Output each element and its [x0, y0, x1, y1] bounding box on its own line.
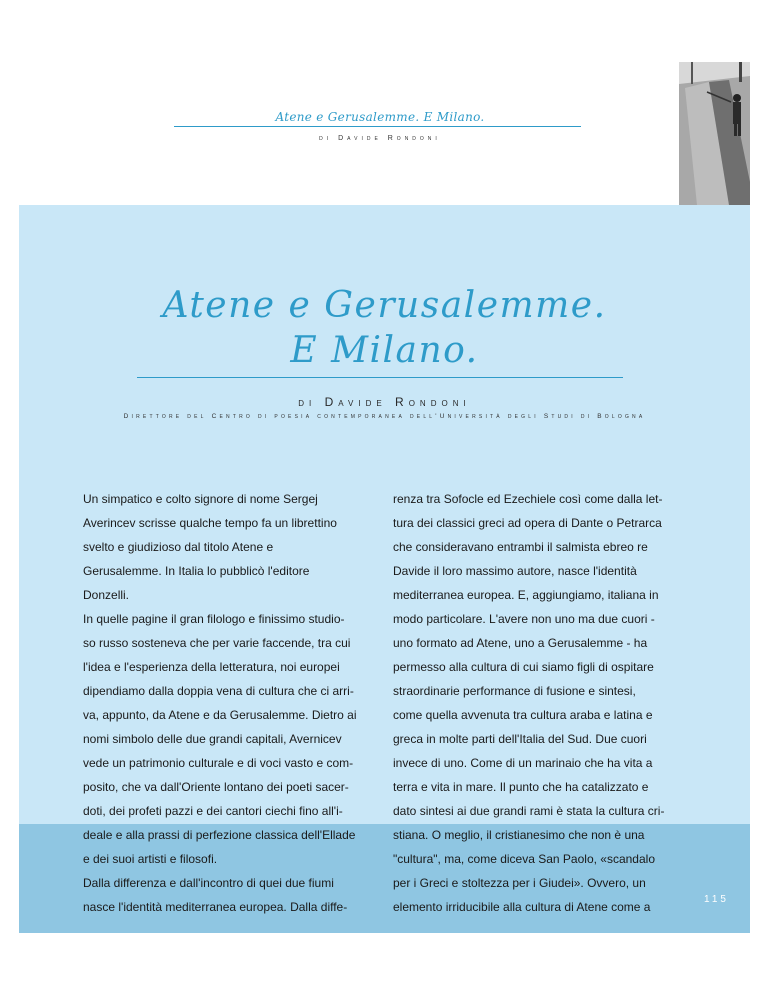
byline: di Davide Rondoni	[298, 395, 471, 409]
body-line: invece di uno. Come di un marinaio che ha vita a	[393, 756, 653, 770]
body-line: Dalla differenza e dall'incontro di quei due fiumi	[83, 876, 334, 890]
body-line: so russo sosteneva che per varie faccende, tra cui	[83, 636, 351, 650]
body-line: nomi simbolo delle due grandi capitali, Avernicev	[83, 732, 342, 746]
body-line: "cultura", ma, come diceva San Paolo, «scandalo	[393, 852, 655, 866]
body-line: Gerusalemme. In Italia lo pubblicò l'editore	[83, 564, 310, 578]
body-line: uno formato ad Atene, uno a Gerusalemme - ha	[393, 636, 648, 650]
body-line: l'idea e l'esperienza della letteratura, noi europei	[83, 660, 340, 674]
body-line: doti, dei profeti pazzi e dei cantori ciechi fino all'i-	[83, 804, 343, 818]
body-line: come quella avvenuta tra cultura araba e latina e	[393, 708, 653, 722]
body-line: terra e vita in mare. Il punto che ha catalizzato e	[393, 780, 649, 794]
article-title-line-1: Atene e Gerusalemme.	[162, 285, 607, 326]
article-title-line-2: E Milano.	[290, 330, 479, 371]
body-line: deale e alla prassi di perfezione classica dell'Ellade	[83, 828, 356, 842]
body-line: Davide il loro massimo autore, nasce l'identità	[393, 564, 637, 578]
body-line: svelto e giudizioso dal titolo Atene e	[83, 540, 274, 554]
body-line: greca in molte parti dell'Italia del Sud. Due cuori	[393, 732, 647, 746]
body-line: e dei suoi artisti e filosofi.	[83, 852, 218, 866]
running-title-rule	[174, 126, 581, 127]
header-photo	[679, 62, 750, 205]
page-number: 115	[704, 894, 729, 905]
body-line: Un simpatico e colto signore di nome Sergej	[83, 492, 318, 506]
body-line: dipendiamo dalla doppia vena di cultura che ci arri-	[83, 684, 354, 698]
body-line: nasce l'identità mediterranea europea. Dalla diffe-	[83, 900, 348, 914]
body-line: vede un patrimonio culturale e di voci vasto e com-	[83, 756, 354, 770]
author-affiliation: Direttore del Centro di poesia contemporanea dell'Università degli Studi di Bologna	[123, 413, 646, 420]
body-line: elemento irriducibile alla cultura di Atene come a	[393, 900, 651, 914]
magazine-page	[19, 62, 750, 933]
body-line: tura dei classici greci ad opera di Dante o Petrarca	[393, 516, 662, 530]
running-title: Atene e Gerusalemme. E Milano.	[275, 110, 485, 124]
body-line: stiana. O meglio, il cristianesimo che non è una	[393, 828, 645, 842]
body-line: va, appunto, da Atene e da Gerusalemme. Dietro ai	[83, 708, 357, 722]
body-line: permesso alla cultura di cui siamo figli di ospitare	[393, 660, 654, 674]
body-line: Donzelli.	[83, 588, 130, 602]
body-line: posito, che va dall'Oriente lontano dei poeti sacer-	[83, 780, 349, 794]
title-rule	[137, 377, 623, 378]
body-column-left	[83, 487, 368, 919]
running-author: di Davide Rondoni	[319, 135, 441, 142]
body-line: dato sintesi ai due grandi rami è stata la cultura cri-	[393, 804, 665, 818]
body-line: mediterranea europea. E, aggiungiamo, italiana in	[393, 588, 659, 602]
body-line: per i Greci e stoltezza per i Giudei». Ovvero, un	[393, 876, 646, 890]
body-line: renza tra Sofocle ed Ezechiele così come dalla let-	[393, 492, 663, 506]
body-line: che consideravano entrambi il salmista ebreo re	[393, 540, 648, 554]
body-line: In quelle pagine il gran filologo e finissimo studio-	[83, 612, 345, 626]
body-line: Averincev scrisse qualche tempo fa un librettino	[83, 516, 337, 530]
body-line: straordinarie performance di fusione e sintesi,	[393, 684, 636, 698]
body-column-right	[393, 487, 678, 919]
body-line: modo particolare. L'avere non uno ma due cuori -	[393, 612, 655, 626]
